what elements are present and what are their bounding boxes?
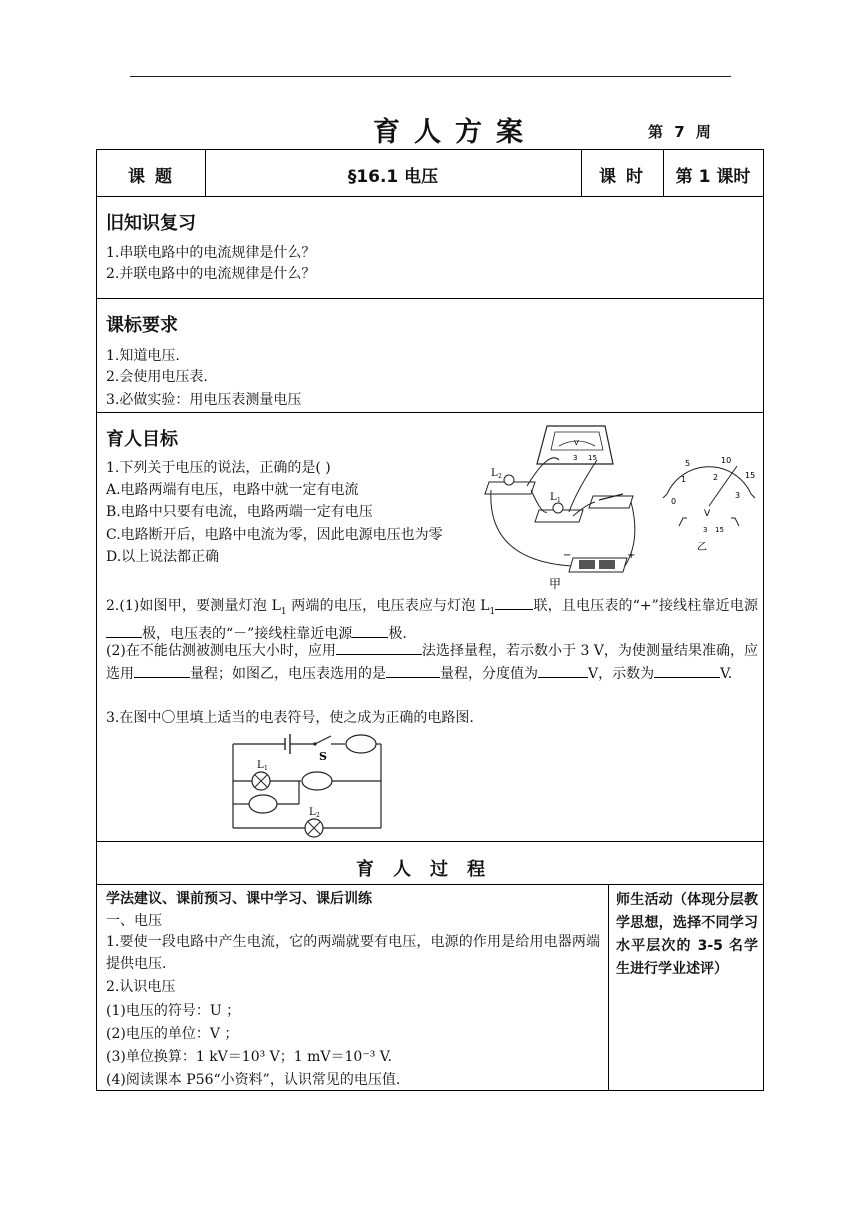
- answer-blank[interactable]: [106, 623, 142, 638]
- q2-part2: (2)在不能估测被测电压大小时，应用 法选择量程，若示数小于 3 V，为使测量结果准确，应选用 量程；如图乙，电压表选用的是 量程，分度值为 V，示数为 V.: [106, 640, 758, 685]
- process-line: (4)阅读课本 P56“小资料”，认识常见的电压值.: [106, 1072, 401, 1088]
- lesson-table: [96, 149, 764, 1091]
- topic-label: 课 题: [128, 167, 174, 187]
- terminal-15-yi: 15: [715, 526, 724, 534]
- terminal-15: 15: [588, 454, 597, 462]
- answer-blank[interactable]: [495, 595, 533, 610]
- battery-minus: −: [563, 550, 572, 561]
- scale-3: 3: [735, 491, 741, 500]
- scale-1: 1: [681, 475, 687, 484]
- meter-v-symbol: V: [704, 509, 711, 519]
- figure-yi-label: 乙: [697, 542, 707, 553]
- figure-jia-label: 甲: [549, 577, 562, 591]
- standards-item: 2.会使用电压表.: [106, 369, 208, 385]
- answer-blank[interactable]: [134, 663, 190, 678]
- row-divider: [97, 298, 763, 299]
- scale-5: 5: [685, 459, 691, 468]
- circuit-l2-sub: 2: [316, 812, 320, 819]
- terminal-minus: –: [555, 454, 559, 462]
- process-line: (1)电压的符号：U ；: [106, 1003, 241, 1019]
- review-item: 1.串联电路中的电流规律是什么？: [106, 245, 316, 261]
- header-rule: [130, 76, 731, 77]
- figure-jia-circuit: [487, 420, 637, 590]
- process-line: 1.要使一段电路中产生电流，它的两端就要有电压，电源的作用是给用电器两端提供电压.: [106, 934, 600, 972]
- circuit-l2-label: L: [309, 807, 316, 818]
- q3-text: 3.在图中〇里填上适当的电表符号，使之成为正确的电路图.: [106, 710, 474, 726]
- review-heading: 旧知识复习: [106, 213, 196, 234]
- col-divider: [608, 884, 609, 1090]
- standards-item: 3.必做实验：用电压表测量电压: [106, 392, 302, 408]
- battery-plus: +: [627, 550, 636, 561]
- row-divider: [97, 841, 763, 842]
- scale-10: 10: [721, 456, 732, 465]
- process-title: 育人过程: [356, 859, 504, 880]
- q1-option: D.以上说法都正确: [106, 549, 220, 565]
- scale-15: 15: [745, 471, 756, 480]
- process-right-text: 师生活动（体现分层教学思想，选择不同学习水平层次的 3-5 名学生进行学业述评）: [616, 892, 758, 977]
- terminal-3-yi: 3: [703, 526, 708, 534]
- process-left-heading: 学法建议、课前预习、课中学习、课后训练: [106, 891, 372, 907]
- scale-0: 0: [671, 497, 677, 506]
- row-divider: [97, 884, 763, 885]
- page-title: 育人方案: [373, 117, 537, 148]
- process-line: 一、电压: [106, 913, 162, 929]
- q2-part1: 2.(1)如图甲，要测量灯泡 $L_1$ 两端的电压，电压表应与灯泡 $L_1$ 联，且电压表的“+”接线柱靠近电源极，电压表的“－”接线柱靠近电源 极.: [106, 595, 758, 646]
- scale-2: 2: [713, 473, 719, 482]
- row-divider: [97, 196, 763, 197]
- process-line: (2)电压的单位：V ；: [106, 1026, 239, 1042]
- circuit-l1-sub: 1: [264, 765, 268, 772]
- terminal-3: 3: [573, 454, 578, 462]
- lamp-l2-sub: 2: [498, 473, 502, 480]
- process-line: (3)单位换算：1 kV＝10³ V；1 mV＝10⁻³ V.: [106, 1049, 392, 1065]
- review-item: 2.并联电路中的电流规律是什么？: [106, 266, 316, 282]
- q1-stem: 1.下列关于电压的说法，正确的是( ): [106, 460, 331, 476]
- lamp-l2-label: L: [491, 468, 498, 479]
- period-value: 第 1 课时: [675, 167, 751, 187]
- circuit-l1-label: L: [257, 760, 264, 771]
- answer-blank[interactable]: [336, 640, 422, 655]
- figure-yi-meter: [657, 454, 761, 554]
- answer-blank[interactable]: [538, 663, 588, 678]
- row-divider: [97, 412, 763, 413]
- q1-option: B.电路中只要有电流，电路两端一定有电压: [106, 504, 373, 520]
- q1-option: A.电路两端有电压，电路中就一定有电流: [106, 482, 359, 498]
- period-label: 课 时: [599, 167, 645, 187]
- goals-heading: 育人目标: [106, 429, 178, 450]
- lamp-l1-label: L: [550, 492, 557, 503]
- topic-value: §16.1 电压: [347, 167, 439, 187]
- week-label: 第 7 周: [648, 123, 714, 141]
- process-line: 2.认识电压: [106, 979, 176, 995]
- lamp-l1-sub: 1: [557, 497, 561, 504]
- answer-blank[interactable]: [654, 663, 720, 678]
- q3-circuit-diagram: [227, 732, 387, 832]
- standards-item: 1.知道电压.: [106, 348, 180, 364]
- meter-v-label: V: [574, 439, 579, 447]
- answer-blank[interactable]: [352, 623, 388, 638]
- standards-heading: 课标要求: [106, 315, 178, 336]
- answer-blank[interactable]: [386, 663, 440, 678]
- switch-s-label: S: [319, 750, 327, 763]
- q1-option: C.电路断开后，电路中电流为零，因此电源电压也为零: [106, 527, 443, 543]
